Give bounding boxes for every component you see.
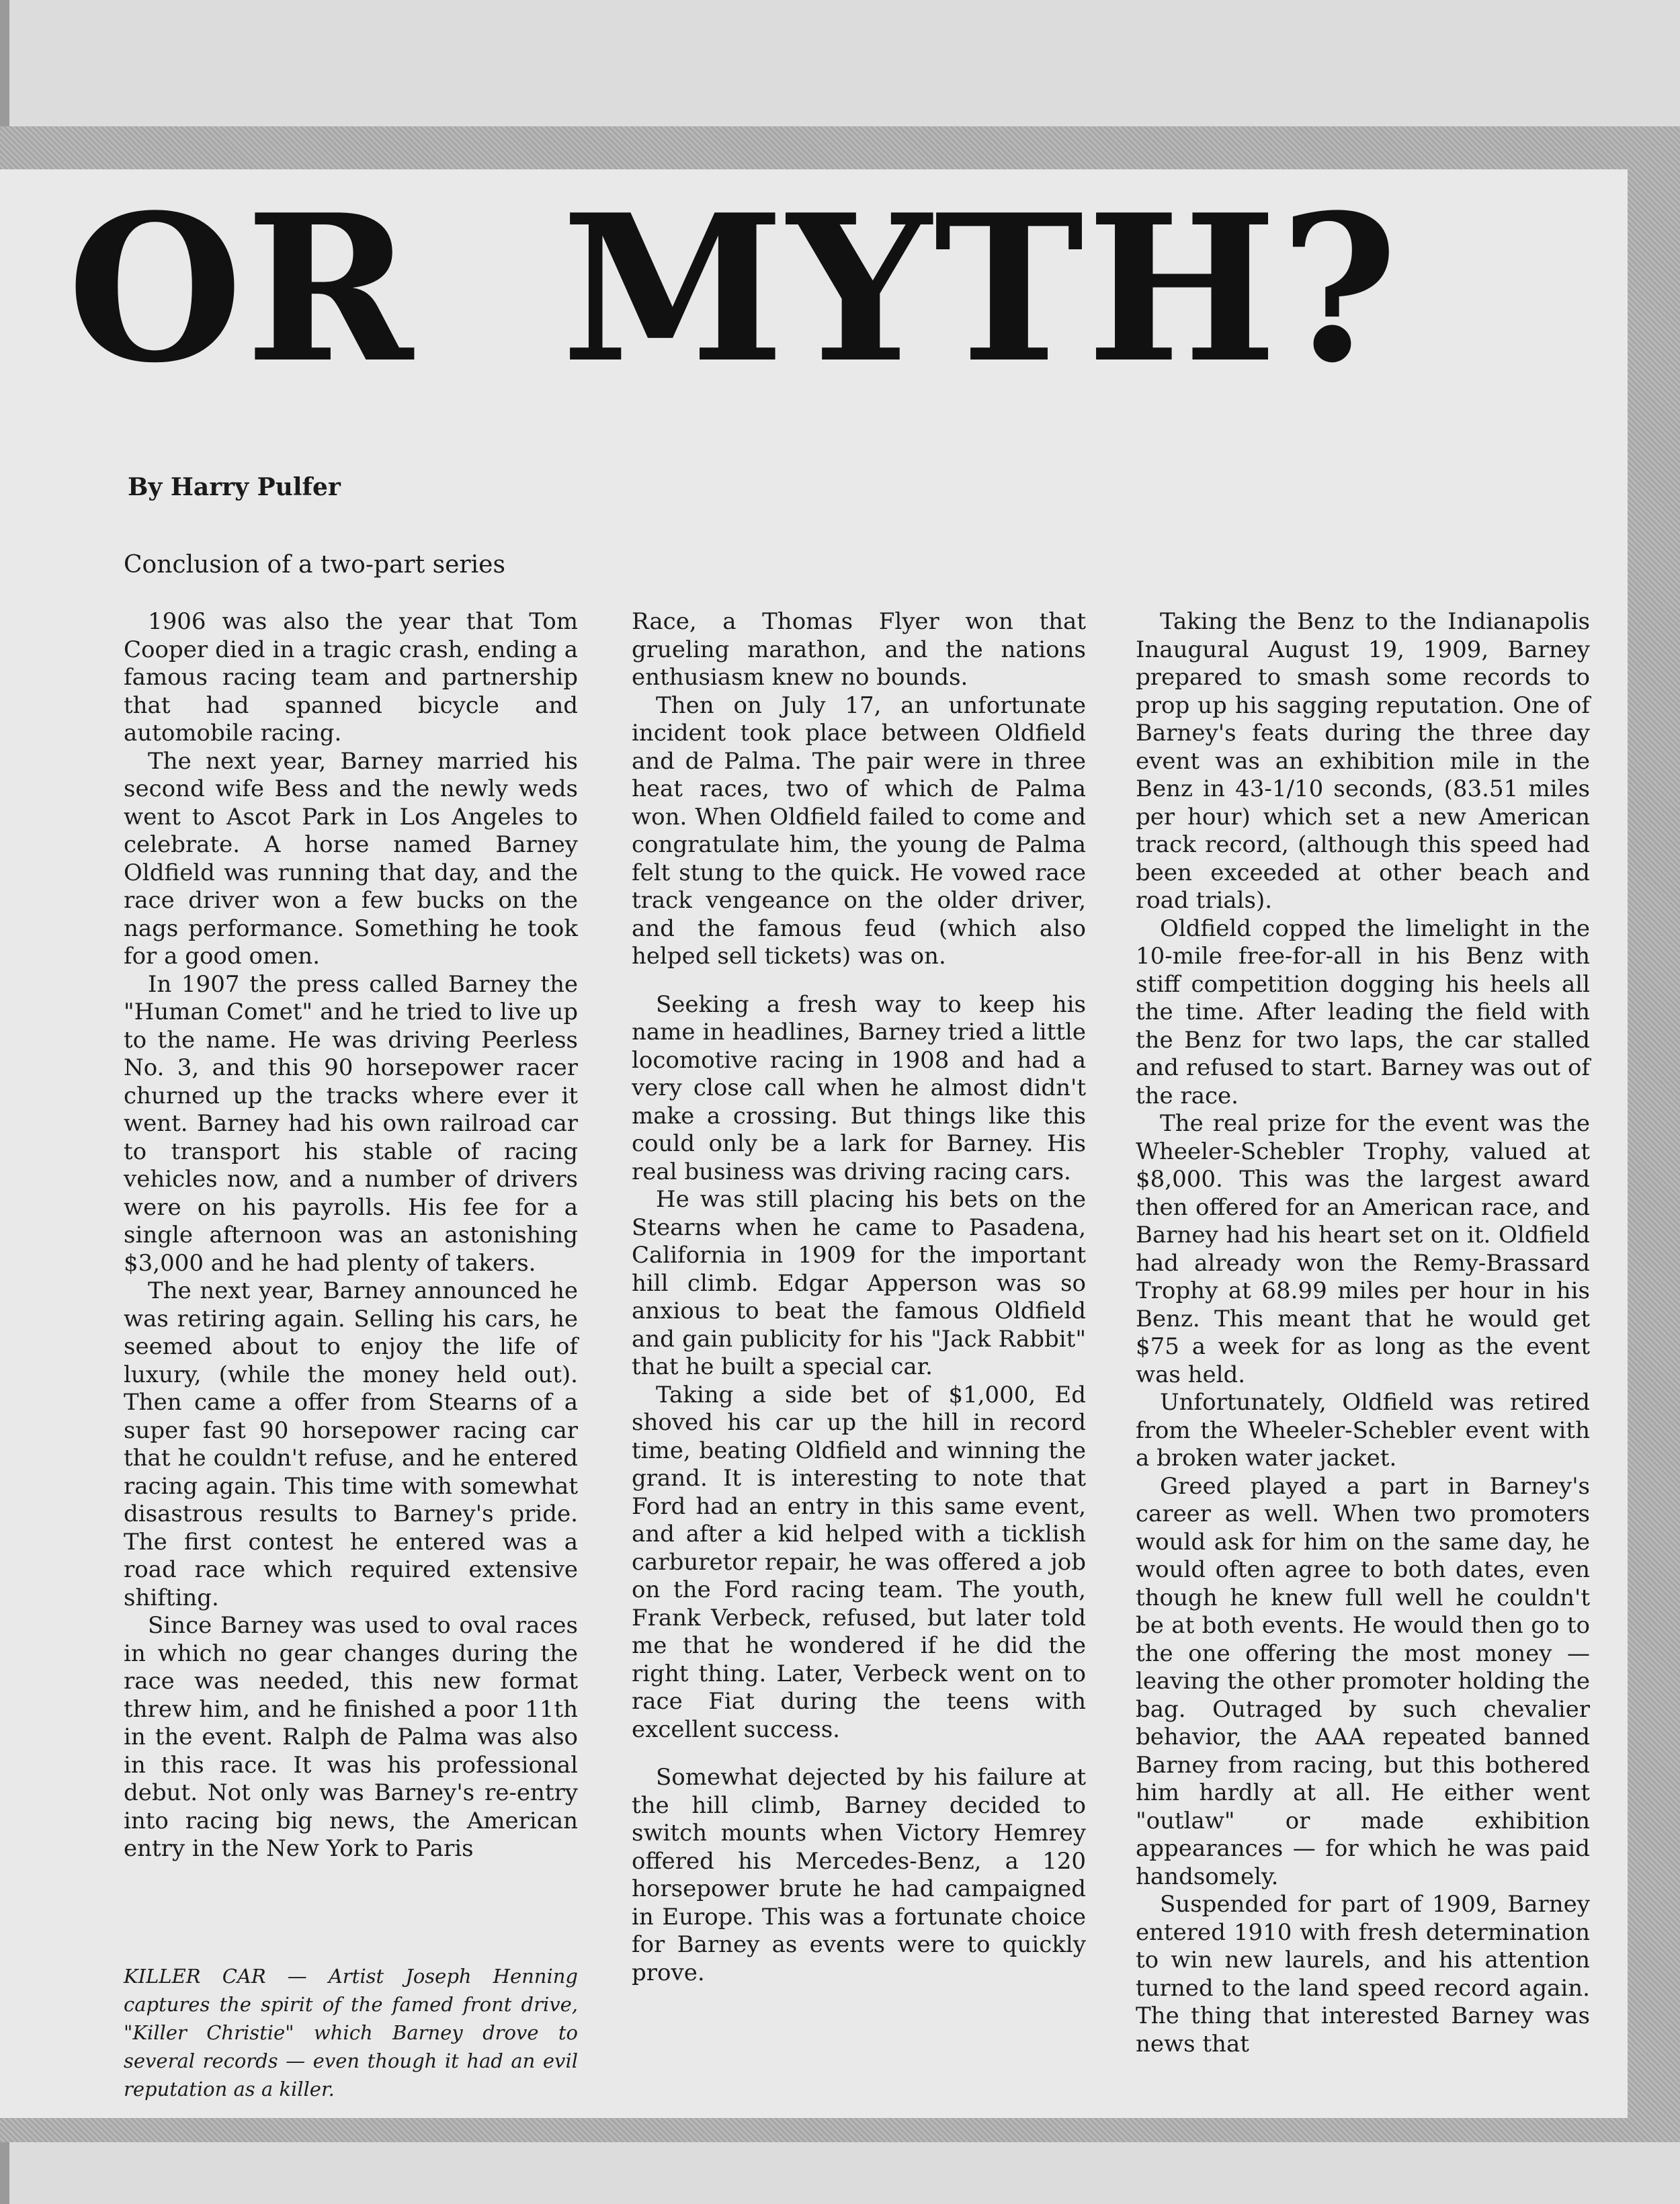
paragraph: 1906 was also the year that Tom Cooper died in a tragic crash, ending a famous racing team and partnership that had spanned bicycle and automobile racing. <box>124 608 578 747</box>
paragraph: The next year, Barney announced he was retiring again. Selling his cars, he seemed about to enjoy the life of luxury, (while the money held out). Then came a offer from Stearns of a super fast 90 horsepower racing car that he couldn't refuse, and he entered racing again. This time with somewhat disastrous results to Barney's pride. The first contest he entered was a road race which required extensive shifting. <box>124 1277 578 1611</box>
paragraph: In 1907 the press called Barney the "Human Comet" and he tried to live up to the name. He was driving Peerless No. 3, and this 90 horsepower racer churned up the tracks where ever it went. Barney had his own railroad car to transport his stable of racing vehicles now, and a number of drivers were on his payrolls. His fee for a single afternoon was an astonishing $3,000 and he had plenty of takers. <box>124 970 578 1277</box>
series-note: Conclusion of a two-part series <box>124 551 505 579</box>
paragraph: Somewhat dejected by his failure at the hill climb, Barney decided to switch mounts when Victory Hemrey offered his Mercedes-Benz, a 120 horsepower brute he had campaigned in Europe. This was a fortunate choice for Barney as events were to quickly prove. <box>632 1764 1086 1986</box>
paragraph: Seeking a fresh way to keep his name in headlines, Barney tried a little locomotive racing in 1908 and had a very close call when he almost didn't make a crossing. But things like this could only be a lark for Barney. His real business was driving racing cars. <box>632 990 1086 1185</box>
paragraph: Race, a Thomas Flyer won that grueling marathon, and the nations enthusiasm knew no bounds. <box>632 608 1086 691</box>
paragraph: The next year, Barney married his second wife Bess and the newly weds went to Ascot Park in Los Angeles to celebrate. A horse named Barney Oldfield was running that day, and the race driver won a few bucks on the nags performance. Something he took for a good omen. <box>124 747 578 970</box>
article-column-3 <box>1136 608 1590 2058</box>
paragraph: The real prize for the event was the Wheeler-Schebler Trophy, valued at $8,000. This was the largest award then offered for an American race, and Barney had his heart set on it. Oldfield had already won the Remy-Brassard Trophy at 68.99 miles per hour in his Benz. This meant that he would get $75 a week for as long as the event was held. <box>1136 1110 1590 1388</box>
paragraph: Taking the Benz to the Indianapolis Inaugural August 19, 1909, Barney prepared to smash some records to prop up his sagging reputation. One of Barney's feats during the three day event was an exhibition mile in the Benz in 43-1/10 seconds, (83.51 miles per hour) which set a new American track record, (although this speed had been exceeded at other beach and road trials). <box>1136 608 1590 914</box>
headline: OR MYTH? <box>67 170 1401 407</box>
paragraph: Suspended for part of 1909, Barney entered 1910 with fresh determination to win new laurels, and his attention turned to the land speed record again. The thing that interested Barney was news that <box>1136 1891 1590 2058</box>
paragraph: Greed played a part in Barney's career as well. When two promoters would ask for him on the same day, he would often agree to both dates, even though he knew full well he couldn't be at both events. He would then go to the one offering the most money — leaving the other promoter holding the bag. Outraged by such chevalier behavior, the AAA repeated banned Barney from racing, but this bothered him hardly at all. He either went "outlaw" or made exhibition appearances — for which he was paid handsomely. <box>1136 1472 1590 1890</box>
paragraph: Since Barney was used to oval races in which no gear changes during the race was needed, this new format threw him, and he finished a poor 11th in the event. Ralph de Palma was also in this race. It was his professional debut. Not only was Barney's re-entry into racing big news, the American entry in the New York to Paris <box>124 1612 578 1862</box>
article-column-2 <box>632 608 1086 1987</box>
paragraph: Unfortunately, Oldfield was retired from the Wheeler-Schebler event with a broken water jacket. <box>1136 1389 1590 1472</box>
paragraph: He was still placing his bets on the Stearns when he came to Pasadena, California in 1909 for the important hill climb. Edgar Apperson was so anxious to beat the famous Oldfield and gain publicity for his "Jack Rabbit" that he built a special car. <box>632 1186 1086 1380</box>
image-caption: KILLER CAR — Artist Joseph Henning captures the spirit of the famed front drive, "Killer Christie" which Barney drove to several records — even though it had an evil reputation as a killer. <box>124 1965 578 2101</box>
byline: By Harry Pulfer <box>128 473 341 501</box>
paragraph: Taking a side bet of $1,000, Ed shoved his car up the hill in record time, beating Oldfield and winning the grand. It is interesting to note that Ford had an entry in this same event, and after a kid helped with a ticklish carburetor repair, he was offered a job on the Ford racing team. The youth, Frank Verbeck, refused, but later told me that he wondered if he did the right thing. Later, Verbeck went on to race Fiat during the teens with excellent success. <box>632 1381 1086 1743</box>
paragraph: Then on July 17, an unfortunate incident took place between Oldfield and de Palma. The pair were in three heat races, two of which de Palma won. When Oldfield failed to come and congratulate him, the young de Palma felt stung to the quick. He vowed race track vengeance on the older driver, and the famous feud (which also helped sell tickets) was on. <box>632 691 1086 970</box>
paragraph: Oldfield copped the limelight in the 10-mile free-for-all in his Benz with stiff competition dogging his heels all the time. After leading the field with the Benz for two laps, the car stalled and refused to start. Barney was out of the race. <box>1136 915 1590 1109</box>
article-column-1 <box>124 608 578 1863</box>
